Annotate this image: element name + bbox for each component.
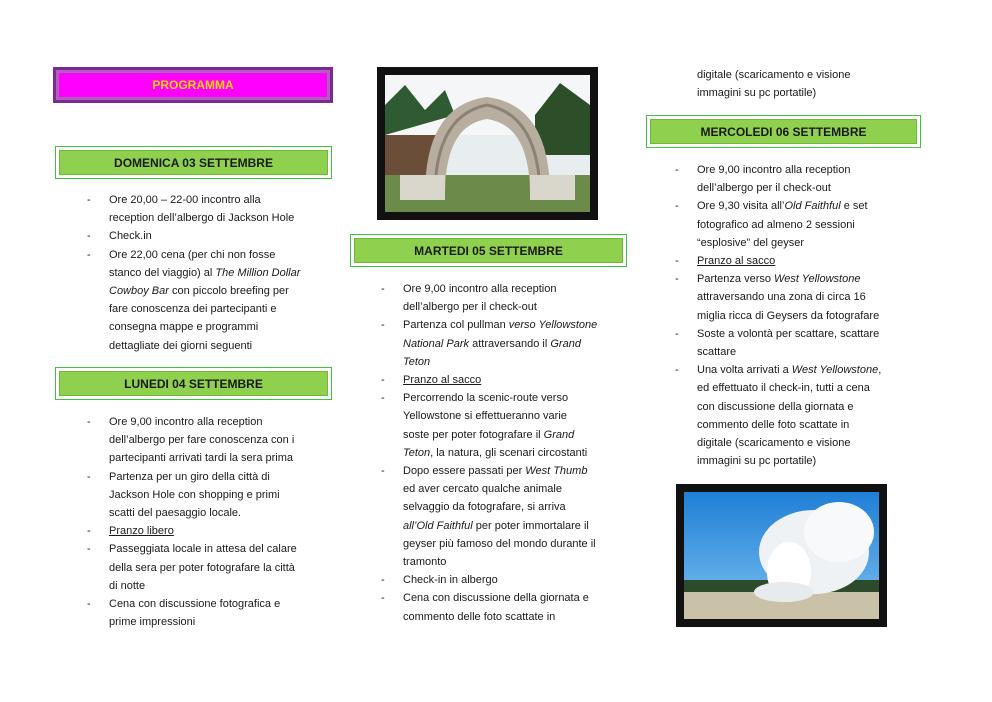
list-item: - Percorrendo la scenic-route verso Yellowstone si effettueranno varie soste per poter fotografare il Grand Teton, la natura, gli scenari circostanti (381, 389, 626, 462)
domenica-list (87, 191, 327, 355)
list-item: - Check-in in albergo (381, 571, 626, 589)
lunedi-header (55, 367, 332, 400)
martedi-list (381, 280, 626, 626)
antler-arch-photo (377, 67, 598, 220)
mercoledi-list (675, 161, 925, 470)
programma-title: PROGRAMMA (152, 78, 234, 92)
list-item: - Partenza per un giro della città di Jackson Hole con shopping e primi scatti del paesaggio locale. (87, 468, 332, 523)
lunedi-list (87, 413, 332, 631)
list-item: - Check.in (87, 227, 327, 245)
lunedi-title: LUNEDI 04 SETTEMBRE (124, 376, 263, 391)
mercoledi-title: MERCOLEDI 06 SETTEMBRE (700, 124, 867, 139)
list-item: - Ore 22,00 cena (per chi non fosse stanco del viaggio) al The Million Dollar Cowboy Bar con piccolo breefing per fare conoscenza dei partecipanti e consegna mappe e programmi dettagliate dei giorni seguenti (87, 246, 327, 355)
list-item: - Ore 9,00 incontro alla reception dell’albergo per il check-out (381, 280, 626, 316)
list-item: - Ore 20,00 – 22-00 incontro alla reception dell’albergo di Jackson Hole (87, 191, 327, 227)
list-item: - Pranzo al sacco (381, 371, 626, 389)
list-item: - Cena con discussione della giornata e commento delle foto scattate in (381, 589, 626, 625)
list-item: - Ore 9,30 visita all’Old Faithful e set fotografico ad almeno 2 sessioni “esplosive” del geyser (675, 197, 925, 252)
list-item: - Ore 9,00 incontro alla reception dell’albergo per fare conoscenza con i partecipanti arrivati tardi la sera prima (87, 413, 332, 468)
old-faithful-geyser-photo (676, 484, 887, 627)
list-item: - Cena con discussione fotografica e prime impressioni (87, 595, 332, 631)
list-item: - Dopo essere passati per West Thumb ed aver cercato qualche animale selvaggio da fotografare, si arriva all’Old Faithful per poter immortalare il geyser più famoso del mondo durante il tramonto (381, 462, 626, 571)
martedi-header (350, 234, 627, 267)
programma-banner (53, 67, 333, 103)
domenica-title: DOMENICA 03 SETTEMBRE (114, 155, 273, 170)
list-item: - Soste a volontà per scattare, scattare scattare (675, 325, 925, 361)
list-item: - Partenza col pullman verso Yellowstone National Park attraversando il Grand Teton (381, 316, 626, 371)
domenica-header (55, 146, 332, 179)
martedi-title: MARTEDI 05 SETTEMBRE (414, 243, 563, 258)
list-item: - Una volta arrivati a West Yellowstone, ed effettuato il check-in, tutti a cena con discussione della giornata e commento delle foto scattate in digitale (scaricamento e visione immagini su pc portatile) (675, 361, 925, 470)
list-item: - Partenza verso West Yellowstone attraversando una zona di circa 16 miglia ricca di Geysers da fotografare (675, 270, 925, 325)
list-item: - Pranzo libero (87, 522, 332, 540)
list-item: - Pranzo al sacco (675, 252, 925, 270)
list-item: - Passeggiata locale in attesa del calare della sera per poter fotografare la città di notte (87, 540, 332, 595)
carryover-text: digitale (scaricamento e visione immagini su pc portatile) (697, 69, 851, 100)
list-item: - Ore 9,00 incontro alla reception dell’albergo per il check-out (675, 161, 925, 197)
mercoledi-header (646, 115, 921, 148)
